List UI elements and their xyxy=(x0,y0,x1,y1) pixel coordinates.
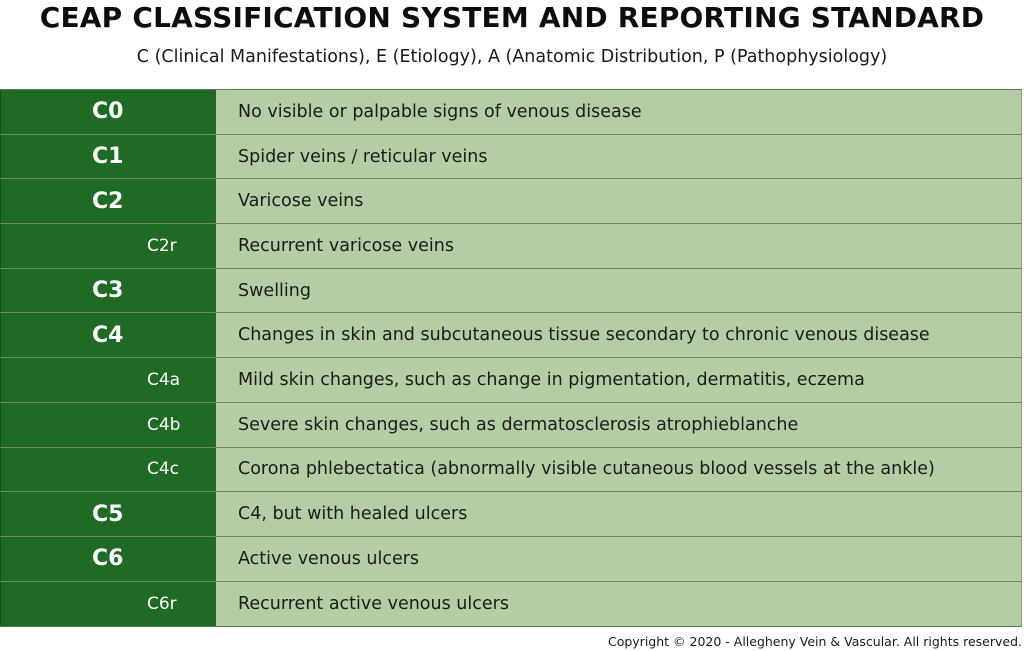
subclass-code: C6r xyxy=(0,582,216,627)
table-row xyxy=(0,90,1022,135)
class-description: Recurrent active venous ulcers xyxy=(216,582,1022,627)
class-description: Corona phlebectatica (abnormally visible cutaneous blood vessels at the ankle) xyxy=(216,448,1022,492)
subclass-code: C4b xyxy=(0,403,216,447)
table-row xyxy=(0,269,1022,314)
class-description: Changes in skin and subcutaneous tissue secondary to chronic venous disease xyxy=(216,313,1022,357)
class-description: Swelling xyxy=(216,269,1022,313)
class-description: Recurrent varicose veins xyxy=(216,224,1022,268)
class-description: Spider veins / reticular veins xyxy=(216,135,1022,179)
subclass-code: C4a xyxy=(0,358,216,402)
table-row xyxy=(0,492,1022,537)
table-row xyxy=(0,135,1022,180)
page-subtitle: C (Clinical Manifestations), E (Etiology), A (Anatomic Distribution, P (Pathophysiology) xyxy=(136,47,888,67)
table-row xyxy=(0,313,1022,358)
table-row xyxy=(0,448,1022,493)
class-code: C0 xyxy=(0,90,216,134)
class-description: Active venous ulcers xyxy=(216,537,1022,581)
class-code: C5 xyxy=(0,492,216,536)
ceap-table xyxy=(0,89,1022,627)
class-code: C3 xyxy=(0,269,216,313)
class-code: C1 xyxy=(0,135,216,179)
class-code: C4 xyxy=(0,313,216,357)
class-description: Mild skin changes, such as change in pigmentation, dermatitis, eczema xyxy=(216,358,1022,402)
page-title: CEAP CLASSIFICATION SYSTEM AND REPORTING STANDARD xyxy=(39,1,985,34)
class-code: C2 xyxy=(0,179,216,223)
table-row xyxy=(0,537,1022,582)
class-description: C4, but with healed ulcers xyxy=(216,492,1022,536)
copyright-notice: Copyright © 2020 - Allegheny Vein & Vascular. All rights reserved. xyxy=(607,634,1022,649)
class-code: C6 xyxy=(0,537,216,581)
class-description: Severe skin changes, such as dermatosclerosis atrophieblanche xyxy=(216,403,1022,447)
subclass-code: C4c xyxy=(0,448,216,492)
table-row xyxy=(0,582,1022,627)
table-row xyxy=(0,403,1022,448)
class-description: Varicose veins xyxy=(216,179,1022,223)
class-description: No visible or palpable signs of venous disease xyxy=(216,90,1022,134)
table-row xyxy=(0,179,1022,224)
table-row xyxy=(0,358,1022,403)
table-row xyxy=(0,224,1022,269)
subclass-code: C2r xyxy=(0,224,216,268)
